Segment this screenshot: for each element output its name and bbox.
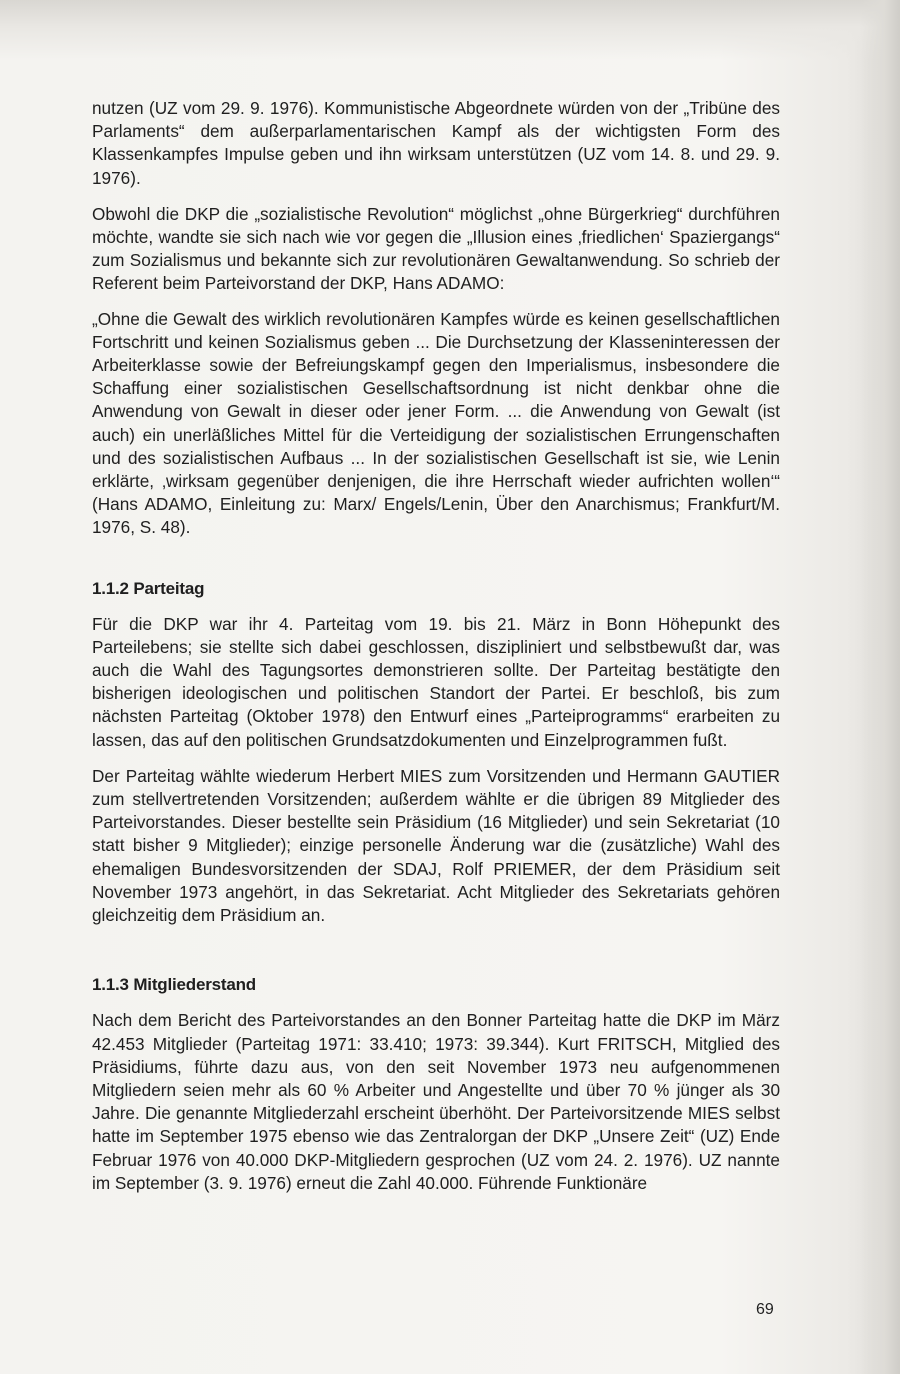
paragraph-mitglieder: Nach dem Bericht des Parteivorstandes an den Bonner Parteitag hatte die DKP im März 42.453 Mitglieder (Parteitag 1971: 33.410; 1973: 39.344). Kurt FRITSCH, Mitglied des Präsidiums, führte dazu aus, von den seit November 1973 neu aufgenommenen Mitgliedern seien mehr als 60 % Arbeiter und Angestellte und über 70 % jünger als 30 Jahre. Die genannte Mitgliederzahl erscheint überhöht. Der Parteivorsitzende MIES selbst hatte im September 1975 ebenso wie das Zentralorgan der DKP „Unsere Zeit“ (UZ) Ende Februar 1976 von 40.000 DKP-Mitgliedern gesprochen (UZ vom 24. 2. 1976). UZ nannte im September (3. 9. 1976) erneut die Zahl 40.000. Führende Funktionäre <box>92 1010 780 1193</box>
section-number: 1.1.3 <box>92 975 129 995</box>
scan-shadow-right <box>860 0 900 1374</box>
scan-shadow-top <box>0 0 900 60</box>
section-heading-mitgliederstand <box>92 973 780 996</box>
paragraph-intro: nutzen (UZ vom 29. 9. 1976). Kommunistische Abgeordnete würden von der „Tribüne des Parlaments“ dem außerparlamentarischen Kampf als der wichtigsten Form des Klassenkampfes Impulse geben und ihn wirksam unterstützen (UZ vom 14. 8. und 29. 9. 1976). <box>92 98 780 188</box>
block-quote: „Ohne die Gewalt des wirklich revolutionären Kampfes würde es keinen gesellschaftlichen Fortschritt und keinen Sozialismus geben ... Die Durchsetzung der Klasseninteressen der Arbeiterklasse sowie der Befreiungskampf gegen den Imperialismus, insbesondere die Schaffung einer sozialistischen Gesellschaftsordnung ist nicht denkbar ohne die Anwendung von Gewalt in dieser oder jener Form. ... die Anwendung von Gewalt (ist auch) ein unerläßliches Mittel für die Verteidigung der sozialistischen Errungenschaften und des sozialistischen Aufbaus ... In der sozialistischen Gesellschaft ist sie, wie Lenin erklärte, ‚wirksam gegenüber denjenigen, die ihre Herrschaft wieder aufrichten wollen‘“ (Hans ADAMO, Einleitung zu: Marx/ Engels/Lenin, Über den Anarchismus; Frankfurt/M. 1976, S. 48). <box>92 308 780 538</box>
page-number: 69 <box>756 1301 774 1318</box>
section-title: Mitgliederstand <box>133 975 256 995</box>
paragraph-vorstand: Der Parteitag wählte wiederum Herbert MIES zum Vorsitzenden und Hermann GAUTIER zum stellvertretenden Vorsitzenden; außerdem wählte er die übrigen 89 Mitglieder des Parteivorstandes. Dieser bestellte sein Präsidium (16 Mitglieder) und sein Sekretariat (10 statt bisher 9 Mitglieder); einzige personelle Änderung war die (zusätzliche) Wahl des ehemaligen Bundesvorsitzenden der SDAJ, Rolf PRIEMER, der dem Präsidium seit November 1973 angehört, in das Sekretariat. Acht Mitglieder des Sekretariats gehören gleichzeitig dem Präsidium an. <box>92 765 780 926</box>
paragraph-parteitag: Für die DKP war ihr 4. Parteitag vom 19. bis 21. März in Bonn Höhepunkt des Parteilebens; sie stellte sich dabei geschlossen, diszipliniert und selbstbewußt dar, was auch die Wahl des Tagungsortes demonstrieren sollte. Der Parteitag bestätigte den bisherigen ideologischen und politischen Standort der Partei. Er beschloß, bis zum nächsten Parteitag (Oktober 1978) den Entwurf eines „Parteiprogramms“ erarbeiten zu lassen, das auf den politischen Grundsatzdokumenten und Einzelprogrammen fußt. <box>92 613 780 750</box>
section-heading-parteitag <box>92 577 780 600</box>
body-text <box>92 97 780 1195</box>
section-title: Parteitag <box>133 578 205 598</box>
section-number: 1.1.2 <box>92 578 129 598</box>
paragraph-revolution: Obwohl die DKP die „sozialistische Revolution“ möglichst „ohne Bürgerkrieg“ durchführen möchte, wandte sie sich nach wie vor gegen die „Illusion eines ‚friedlichen‘ Spaziergangs“ zum Sozialismus und bekannte sich zur revolutionären Gewaltanwendung. So schrieb der Referent beim Parteivorstand der DKP, Hans ADAMO: <box>92 203 780 294</box>
